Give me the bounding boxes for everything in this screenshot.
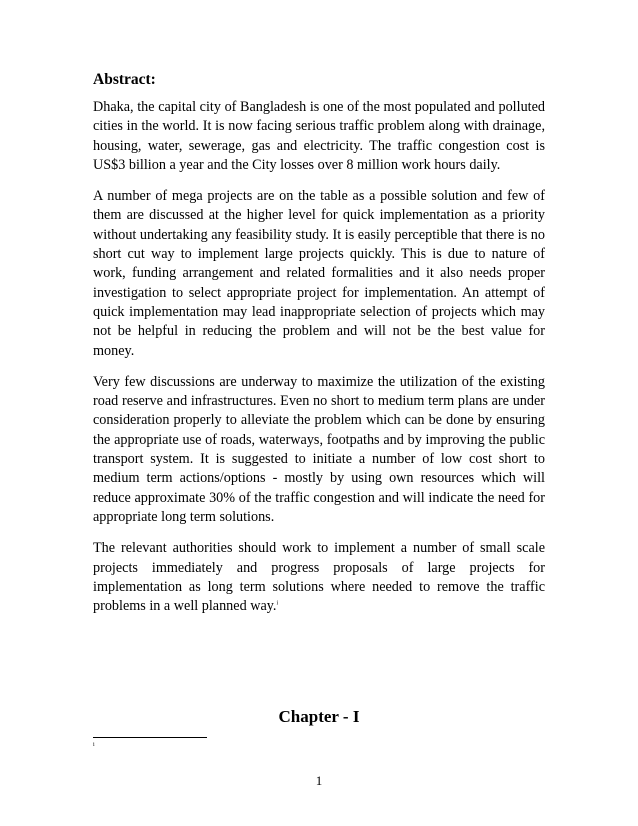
- abstract-section: [93, 70, 545, 628]
- footnote-separator: [93, 737, 207, 738]
- footnote-mark: i: [93, 742, 95, 748]
- endnote-reference-mark[interactable]: i: [276, 600, 279, 607]
- chapter-heading: Chapter - I: [278, 707, 360, 726]
- page-number: 1: [315, 773, 323, 788]
- abstract-paragraph-2: A number of mega projects are on the table as a possible solution and few of them are discussed at the higher level for quick implementation as a priority without undertaking any feasibility study. It is easily perceptible that there is no short cut way to implement large projects quickly. This is due to nature of work, funding arrangement and related formalities and it also needs proper investigation to select appropriate project for implementation. An attempt of quick implementation may lead inappropriate selection of projects which may not be helpful in reducing the problem and will not be the best value for money.: [93, 188, 545, 359]
- abstract-paragraph-4: [93, 539, 545, 616]
- abstract-paragraph-4-text: The relevant authorities should work to implement a number of small scale projects immediately and progress proposals of large projects for implementation as long term solutions where needed to remove the traffic problems in a well planned way.: [93, 540, 545, 615]
- abstract-paragraph-3: Very few discussions are underway to maximize the utilization of the existing road reserve and infrastructures. Even no short to medium term plans are under consideration properly to alleviate the problem which can be done by ensuring the appropriate use of roads, waterways, footpaths and by improving the public transport system. It is suggested to initiate a number of low cost short to medium term actions/options - mostly by using own resources which will reduce approximate 30% of the traffic congestion and will indicate the need for appropriate long term solutions.: [93, 373, 545, 525]
- abstract-heading: Abstract:: [93, 71, 156, 88]
- abstract-paragraph-1: Dhaka, the capital city of Bangladesh is one of the most populated and polluted cities in the world. It is now facing serious traffic problem along with drainage, housing, water, sewerage, gas and electricity. The traffic congestion cost is US$3 billion a year and the City losses over 8 million work hours daily.: [93, 99, 545, 173]
